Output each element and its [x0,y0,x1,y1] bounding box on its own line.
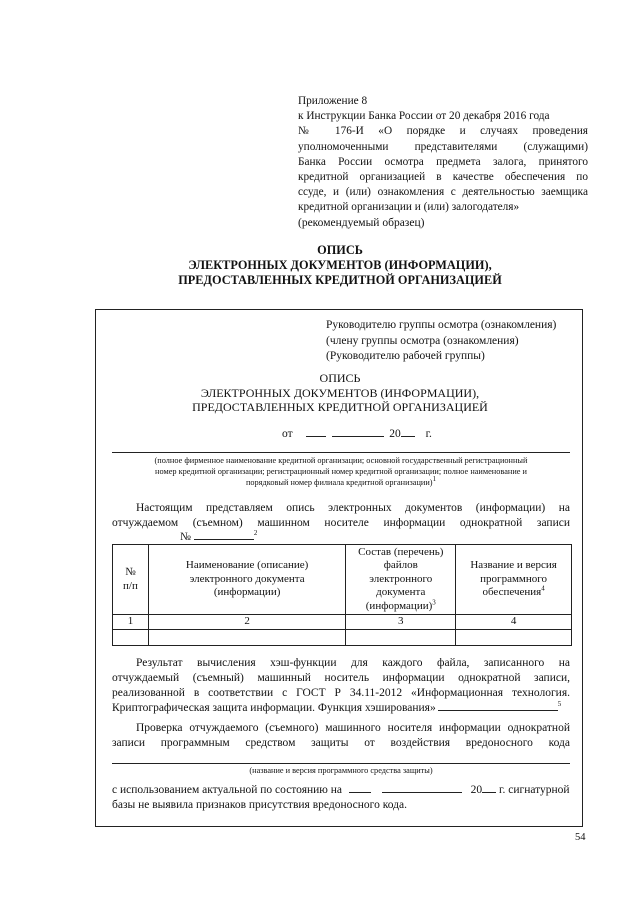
appendix-line: ссуде, и (или) ознакомления с деятельностью заемщика [298,186,588,199]
hash-line: отчуждаемый (съемный) машинный носитель информации однократной записи, [112,672,570,684]
form-title [100,371,580,415]
software-line [112,763,570,764]
conclusion-line: базы не выявила признаков присутствия вредоносного кода. [112,799,407,811]
org-details-note [112,455,570,488]
intro-line: Настоящим представляем опись электронных документов (информации) на [136,502,570,514]
column-number: 2 [148,615,345,630]
appendix-header [298,94,588,216]
documents-table [112,544,572,646]
title-line: ОПИСЬ [319,371,361,385]
note-line: порядковый номер филиала кредитной организации) [245,478,433,487]
column-number: 3 [346,615,456,630]
document-title [100,243,580,288]
intro-line: отчуждаемом (съемном) машинном носителе информации однократной записи [112,517,570,529]
title-line: ЭЛЕКТРОННЫХ ДОКУМЕНТОВ (ИНФОРМАЦИИ), [188,258,492,272]
table-cell [113,630,149,646]
footnote-mark: 3 [432,598,436,607]
number-label: № [180,531,191,543]
page-number: 54 [575,832,586,843]
check-paragraph [112,721,570,751]
title-line: ПРЕДОСТАВЛЕННЫХ КРЕДИТНОЙ ОРГАНИЗАЦИЕЙ [178,273,502,287]
table-cell [148,630,345,646]
date-line [282,428,432,440]
year-blank [401,436,415,437]
conclusion-prefix: с использованием актуальной по состоянию на [112,784,343,796]
table-header-row [113,545,572,615]
conclusion-suffix: г. сигнатурной [499,784,570,796]
footnote-mark: 4 [541,584,545,593]
header-cell-number: № п/п [113,545,149,615]
conclusion-paragraph [112,783,572,813]
hash-blank [438,710,558,711]
sample-label: (рекомендуемый образец) [298,217,425,229]
check-line: записи программным средством защиты от воздействия вредоносного кода [112,737,570,749]
column-number: 4 [456,615,572,630]
year-prefix: 20 [470,784,483,796]
month-blank [332,436,384,437]
header-cell-software: Название и версия программного обеспечения$^4$ [456,545,572,615]
hash-line: реализованной в соответствии с ГОСТ Р 34.11-2012 «Информационная технология. [112,687,570,699]
appendix-line: № 176-И «О порядке и случаях проведения [298,125,588,138]
appendix-line: кредитной организации и (или) залогодателя» [298,201,520,214]
intro-paragraph [112,501,570,531]
header-cell-name: Наименование (описание) электронного документа (информации) [148,545,345,615]
footnote-mark: 2 [253,529,258,538]
column-number: 1 [113,615,149,630]
number-blank [194,539,254,540]
year-blank [482,792,496,793]
check-line: Проверка отчуждаемого (съемного) машинного носителя информации однократной [136,722,570,734]
header-cell-files: Состав (перечень) файлов электронного документа (информации)$^3$ [346,545,456,615]
table-row [113,630,572,646]
day-blank [349,792,371,793]
org-name-line [112,452,570,453]
title-line: ОПИСЬ [317,243,363,257]
title-line: ЭЛЕКТРОННЫХ ДОКУМЕНТОВ (ИНФОРМАЦИИ), [200,385,480,400]
table-cell [346,630,456,646]
appendix-line: Приложение 8 [298,95,368,107]
addressee-line: (Руководителю рабочей группы) [326,350,485,362]
title-line: ПРЕДОСТАВЛЕННЫХ КРЕДИТНОЙ ОРГАНИЗАЦИЕЙ [192,400,488,414]
software-caption: (название и версия программного средства защиты) [249,766,433,775]
hash-line: Криптографическая защита информации. Функция хэширования» [112,702,436,714]
appendix-line: к Инструкции Банка России от 20 декабря 2016 года [298,110,550,123]
appendix-line: кредитной организацией в качестве обеспечения по [298,171,588,184]
addressee-block [326,318,556,365]
addressee-line: (члену группы осмотра (ознакомления) [326,334,519,347]
hash-line: Результат вычисления хэш-функции для каждого файла, записанного на [136,657,570,669]
date-suffix: г. [425,428,432,440]
month-blank [382,792,462,793]
table-cell [456,630,572,646]
appendix-line: уполномоченными представителями (служащими) [298,140,588,153]
note-line: (полное фирменное наименование кредитной организации; основной государственный регистрационный [154,456,528,465]
year-prefix: 20 [389,428,401,440]
footnote-mark: 5 [557,700,562,709]
date-prefix: от [282,428,293,440]
footnote-mark: 1 [432,475,437,484]
appendix-line: Банка России осмотра предмета залога, принятого [298,155,588,168]
hash-paragraph [112,656,570,716]
addressee-line: Руководителю группы осмотра (ознакомления) [326,319,557,331]
note-line: номер кредитной организации; регистрационный номер кредитной организации; полное наименование и [155,467,527,476]
day-blank [306,436,326,437]
carrier-number [180,531,257,543]
table-number-row [113,615,572,630]
